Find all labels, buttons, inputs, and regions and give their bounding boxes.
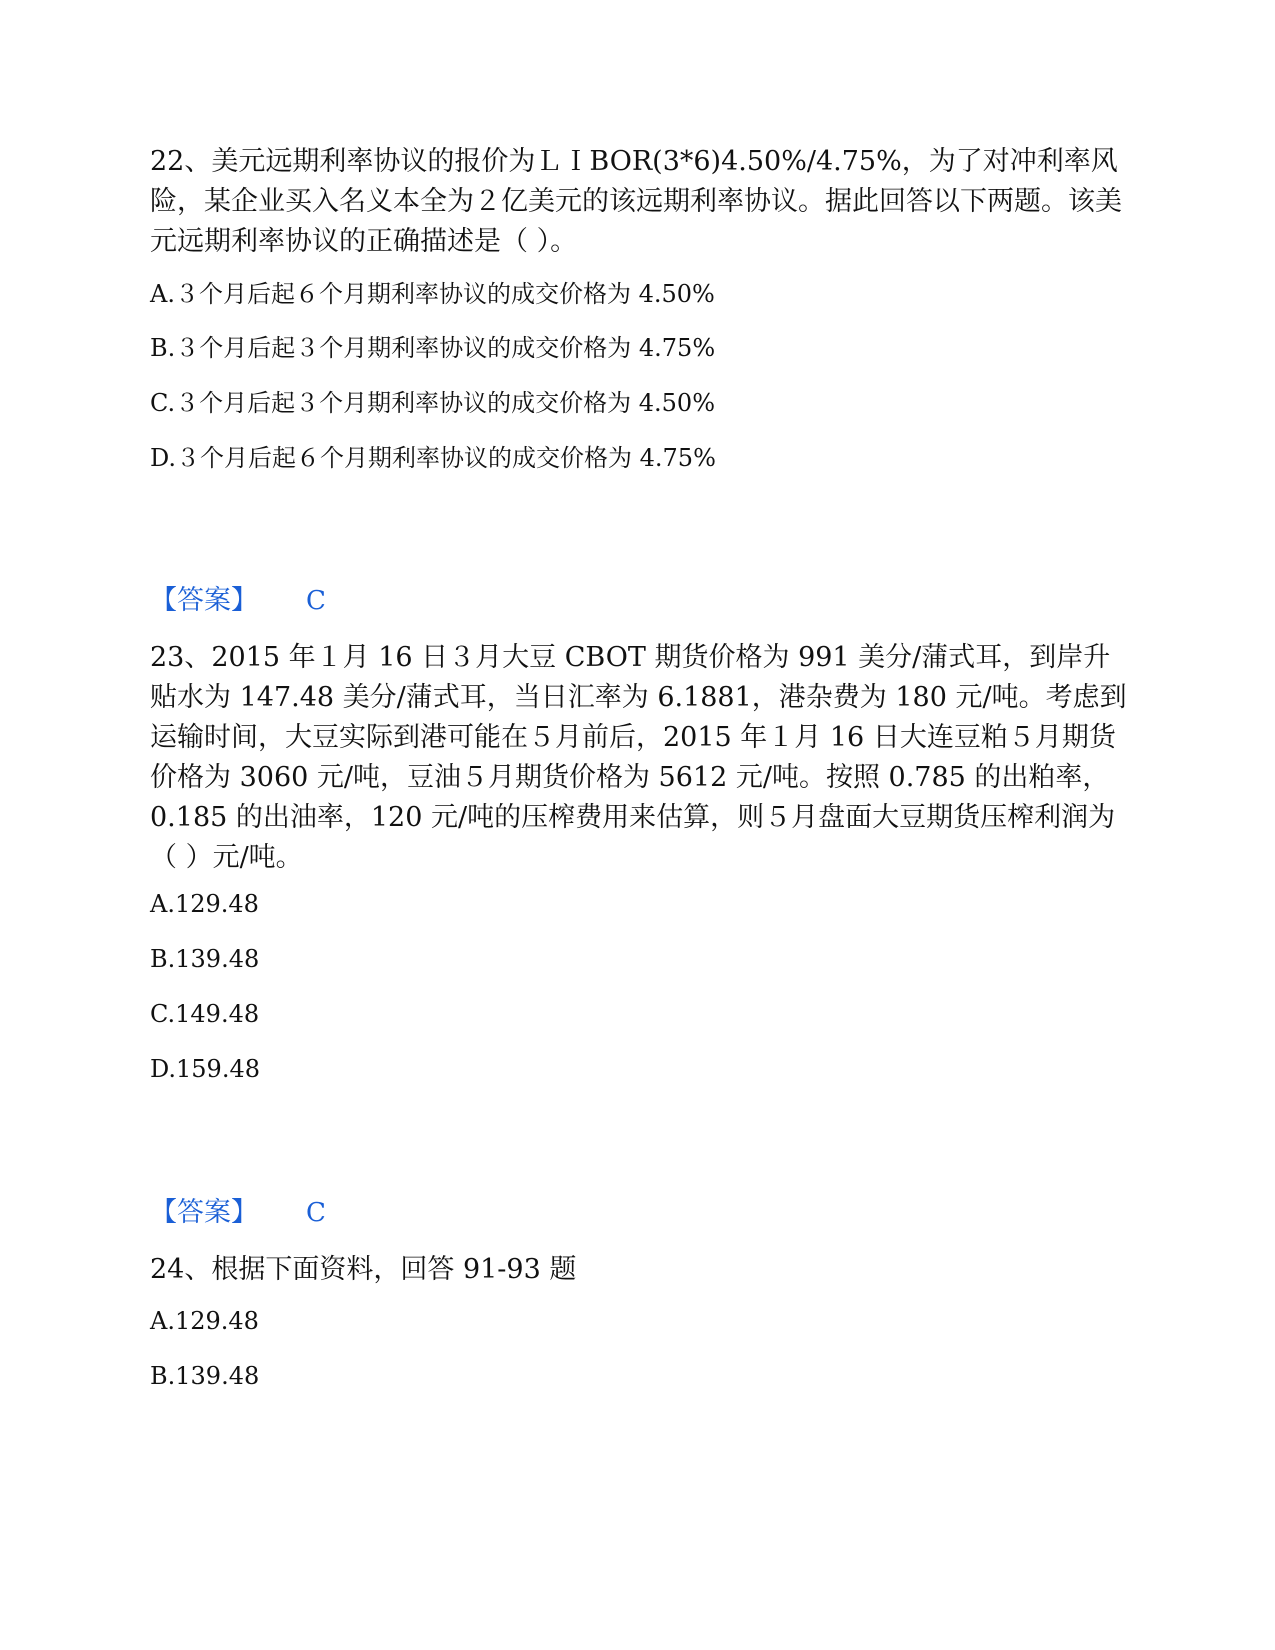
question-23-option-b [150,943,1130,975]
question-23-option-d [150,1053,1130,1085]
option-c: C.３个月后起３个月期利率协议的成交价格为 4.50% [150,389,716,417]
question-stem: 23、2015 年１月 16 日３月大豆 CBOT 期货价格为 991 美分/蒲式耳，到岸升贴水为 147.48 美分/蒲式耳，当日汇率为 6.1881，港杂费为 180 元/吨。考虑到运输时间，大豆实际到港可能在５月前后，2015 年１月 16 日大连豆粕５月期货价格为 3060 元/吨，豆油５月期货价格为 5612 元/吨。按照 0.785 的出粕率，0.185 的出油率，120 元/吨的压榨费用来估算，则５月盘面大豆期货压榨利润为（ ）元/吨。 [150,642,1127,873]
question-22 [150,142,1130,262]
question-24 [150,1250,1130,1290]
question-24-option-b [150,1360,1130,1392]
question-22-option-a [150,278,1130,310]
answer-23 [150,1195,1130,1231]
answer-value: C [306,586,326,616]
answer-label: 【答案】 [150,1197,258,1228]
answer-label: 【答案】 [150,585,258,616]
option-d: D.159.48 [150,1055,260,1083]
answer-value: C [306,1198,326,1228]
answer-22 [150,583,1130,619]
option-b: B.139.48 [150,1362,260,1390]
question-23 [150,638,1130,878]
option-b: B.139.48 [150,945,260,973]
question-22-option-b [150,332,1130,364]
option-a: A.129.48 [150,1307,259,1335]
question-23-option-c [150,998,1130,1030]
question-24-option-a [150,1305,1130,1337]
question-22-option-c [150,387,1130,419]
option-a: A.129.48 [150,890,259,918]
option-c: C.149.48 [150,1000,260,1028]
option-d: D.３个月后起６个月期利率协议的成交价格为 4.75% [150,444,716,472]
question-23-option-a [150,888,1130,920]
question-stem: 24、根据下面资料，回答 91-93 题 [150,1254,577,1285]
question-stem: 22、美元远期利率协议的报价为ＬＩBOR(3*6)4.50%/4.75%，为了对冲利率风险，某企业买入名义本全为２亿美元的该远期利率协议。据此回答以下两题。该美元远期利率协议的正确描述是（ ）。 [150,146,1122,257]
option-a: A.３个月后起６个月期利率协议的成交价格为 4.50% [150,280,715,308]
option-b: B.３个月后起３个月期利率协议的成交价格为 4.75% [150,334,716,362]
question-22-option-d [150,442,1130,474]
